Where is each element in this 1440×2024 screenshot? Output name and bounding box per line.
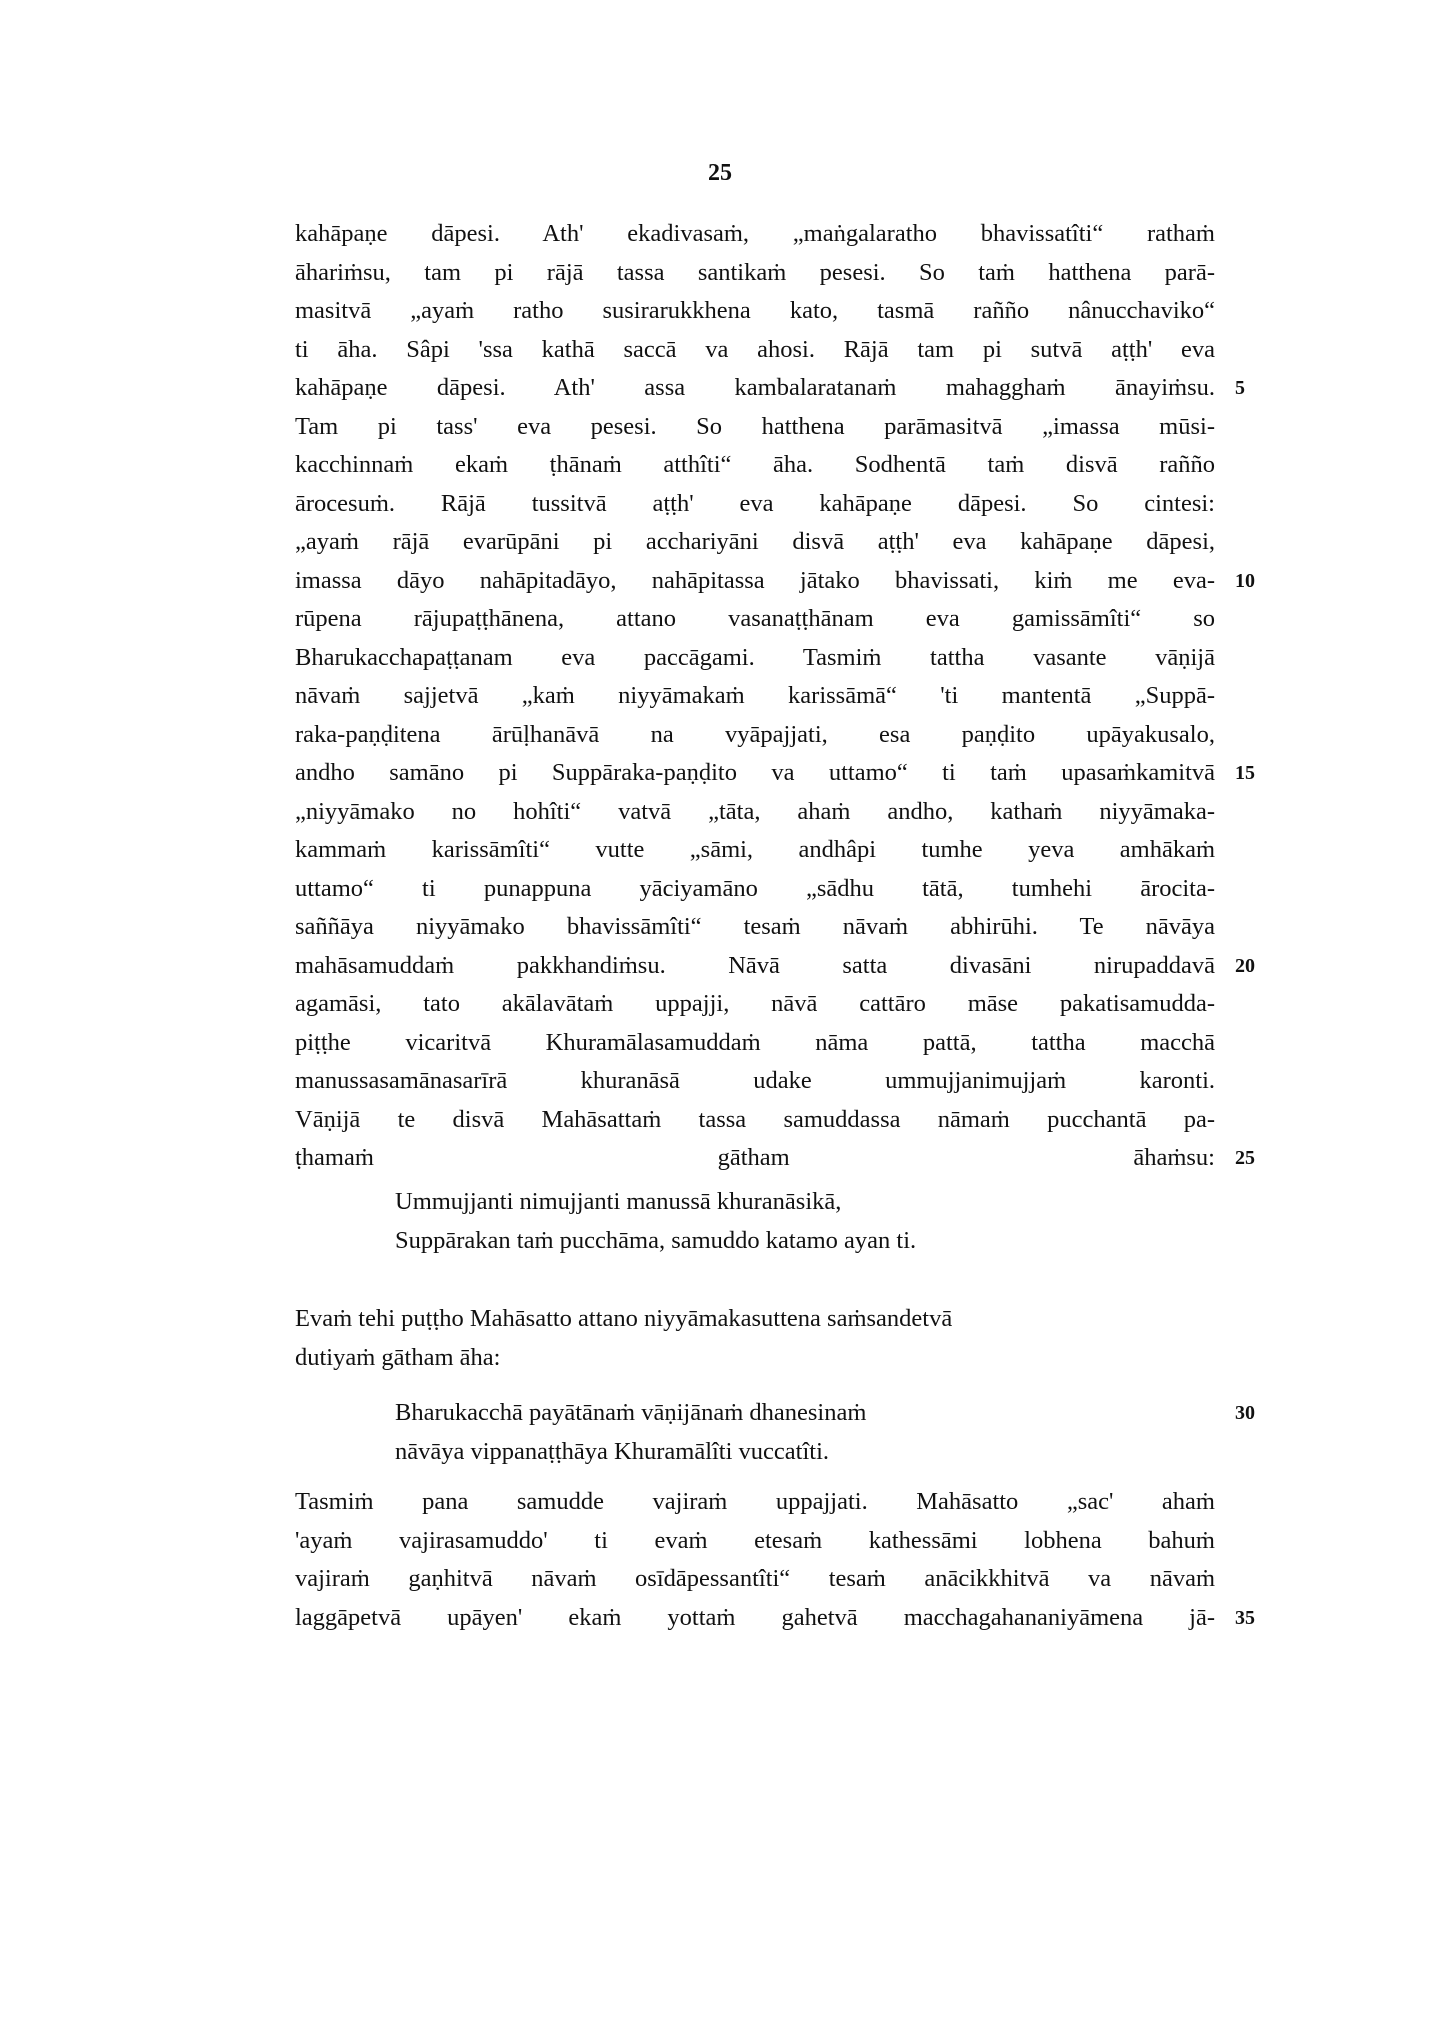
line-text: kahāpaṇe dāpesi. Ath' assa kambalaratanaṁ mahagghaṁ ānayiṁsu. — [295, 374, 1215, 401]
line-text: raka-paṇḍitena ārūḷhanāvā na vyāpajjati, esa paṇḍito upāyakusalo, — [295, 720, 1215, 748]
line-text: „niyyāmako no hohîti“ vatvā „tāta, ahaṁ andho, kathaṁ niyyāmaka- — [295, 797, 1215, 825]
line-text: dutiyaṁ gātham āha: — [295, 1343, 501, 1371]
line-number: 25 — [1235, 1147, 1255, 1169]
text-line — [295, 831, 1215, 870]
text-line — [295, 523, 1215, 562]
line-text: kahāpaṇe dāpesi. Ath' ekadivasaṁ, „maṅgalaratho bhavissatîti“ rathaṁ — [295, 220, 1215, 247]
line-number: 15 — [1235, 762, 1255, 784]
text-line — [295, 408, 1215, 447]
line-number: 35 — [1235, 1606, 1255, 1629]
text-line — [295, 1560, 1215, 1599]
text-line — [295, 1483, 1215, 1522]
line-number: 10 — [1235, 569, 1255, 592]
line-text: ārocesuṁ. Rājā tussitvā aṭṭh' eva kahāpaṇe dāpesi. So cintesi: — [295, 489, 1215, 517]
text-line — [295, 446, 1215, 485]
prose-block-1 — [295, 215, 1255, 1178]
line-text: ṭhamaṁ gātham āhaṁsu: — [295, 1144, 1215, 1171]
line-text: nāvāya vippanaṭṭhāya Khuramālîti vuccatîti. — [395, 1437, 830, 1465]
line-text: Tam pi tass' eva pesesi. So hatthena parāmasitvā „imassa mūsi- — [295, 412, 1215, 440]
line-text: Tasmiṁ pana samudde vajiraṁ uppajjati. Mahāsatto „sac' ahaṁ — [295, 1488, 1215, 1515]
text-line — [295, 215, 1215, 254]
line-text: kacchinnaṁ ekaṁ ṭhānaṁ atthîti“ āha. Sodhentā taṁ disvā rañño — [295, 451, 1215, 478]
line-text: ti āha. Sâpi 'ssa kathā saccā va ahosi. Rājā tam pi sutvā aṭṭh' eva — [295, 335, 1215, 363]
text-line — [295, 600, 1215, 639]
line-text: andho samāno pi Suppāraka-paṇḍito va uttamo“ ti taṁ upasaṁkamitvā — [295, 759, 1215, 786]
line-text: Suppārakan taṁ pucchāma, samuddo katamo ayan ti. — [395, 1226, 917, 1254]
text-line — [295, 292, 1215, 331]
line-text: nāvaṁ sajjetvā „kaṁ niyyāmakaṁ karissāmā“ 'ti mantentā „Suppā- — [295, 682, 1215, 709]
text-line — [295, 793, 1215, 832]
line-text: masitvā „ayaṁ ratho susirarukkhena kato, tasmā rañño nânucchaviko“ — [295, 297, 1215, 324]
line-text: uttamo“ ti punappuna yāciyamāno „sādhu tātā, tumhehi ārocita- — [295, 874, 1215, 902]
text-line — [295, 677, 1215, 716]
text-line — [295, 331, 1215, 370]
text-line — [295, 562, 1255, 601]
line-text: āhariṁsu, tam pi rājā tassa santikaṁ pesesi. So taṁ hatthena parā- — [295, 258, 1215, 286]
verse-block-2 — [295, 1394, 1255, 1471]
line-text: rūpena rājupaṭṭhānena, attano vasanaṭṭhānam eva gamissāmîti“ so — [295, 605, 1215, 632]
line-number: 5 — [1235, 377, 1245, 399]
text-line — [295, 1024, 1215, 1063]
text-line — [295, 1339, 1215, 1378]
line-number: 30 — [1235, 1402, 1255, 1424]
line-text: piṭṭhe vicaritvā Khuramālasamuddaṁ nāma pattā, tattha macchā — [295, 1028, 1215, 1056]
line-text: laggāpetvā upāyen' ekaṁ yottaṁ gahetvā macchagahananiyāmena jā- — [295, 1603, 1215, 1631]
text-line — [295, 1300, 1215, 1339]
text-line — [295, 754, 1255, 793]
line-text: saññāya niyyāmako bhavissāmîti“ tesaṁ nāvaṁ abhirūhi. Te nāvāya — [295, 913, 1215, 940]
line-text: „ayaṁ rājā evarūpāni pi acchariyāni disvā aṭṭh' eva kahāpaṇe dāpesi, — [295, 528, 1215, 555]
page-number: 25 — [708, 160, 732, 186]
text-line — [295, 254, 1215, 293]
line-text: 'ayaṁ vajirasamuddo' ti evaṁ etesaṁ kathessāmi lobhena bahuṁ — [295, 1526, 1215, 1554]
text-line — [295, 1522, 1215, 1561]
line-text: manussasamānasarīrā khuranāsā udake ummujjanimujjaṁ karonti. — [295, 1067, 1215, 1094]
line-text: Bharukacchapaṭṭanam eva paccāgami. Tasmiṁ tattha vasante vāṇijā — [295, 643, 1215, 671]
verse-block-1 — [295, 1183, 1215, 1260]
line-text: agamāsi, tato akālavātaṁ uppajji, nāvā cattāro māse pakatisamudda- — [295, 990, 1215, 1017]
line-text: vajiraṁ gaṇhitvā nāvaṁ osīdāpessantîti“ tesaṁ anācikkhitvā va nāvaṁ — [295, 1565, 1215, 1592]
line-text: Bharukacchā payātānaṁ vāṇijānaṁ dhanesinaṁ — [395, 1399, 867, 1426]
text-line — [295, 716, 1215, 755]
text-line — [295, 1183, 1215, 1222]
text-line — [295, 1599, 1255, 1638]
line-text: Ummujjanti nimujjanti manussā khuranāsikā, — [395, 1188, 842, 1215]
prose-block-2 — [295, 1300, 1215, 1377]
line-number: 20 — [1235, 954, 1255, 977]
text-line — [295, 870, 1215, 909]
prose-block-3 — [295, 1483, 1255, 1637]
line-text: Vāṇijā te disvā Mahāsattaṁ tassa samuddassa nāmaṁ pucchantā pa- — [295, 1105, 1215, 1133]
line-text: imassa dāyo nahāpitadāyo, nahāpitassa jātako bhavissati, kiṁ me eva- — [295, 566, 1215, 594]
text-line — [295, 1222, 1215, 1261]
text-line — [295, 1062, 1215, 1101]
text-line — [295, 1433, 1215, 1472]
text-line — [295, 908, 1215, 947]
text-line — [295, 985, 1215, 1024]
text-line — [295, 485, 1215, 524]
text-line — [295, 947, 1255, 986]
line-text: mahāsamuddaṁ pakkhandiṁsu. Nāvā satta divasāni nirupaddavā — [295, 951, 1215, 979]
text-line — [295, 369, 1245, 408]
line-text: kammaṁ karissāmîti“ vutte „sāmi, andhâpi tumhe yeva amhākaṁ — [295, 836, 1215, 863]
text-line — [295, 639, 1215, 678]
text-line — [295, 1101, 1215, 1140]
text-line — [295, 1394, 1255, 1433]
text-line — [295, 1139, 1255, 1178]
line-text: Evaṁ tehi puṭṭho Mahāsatto attano niyyāmakasuttena saṁsandetvā — [295, 1305, 953, 1332]
